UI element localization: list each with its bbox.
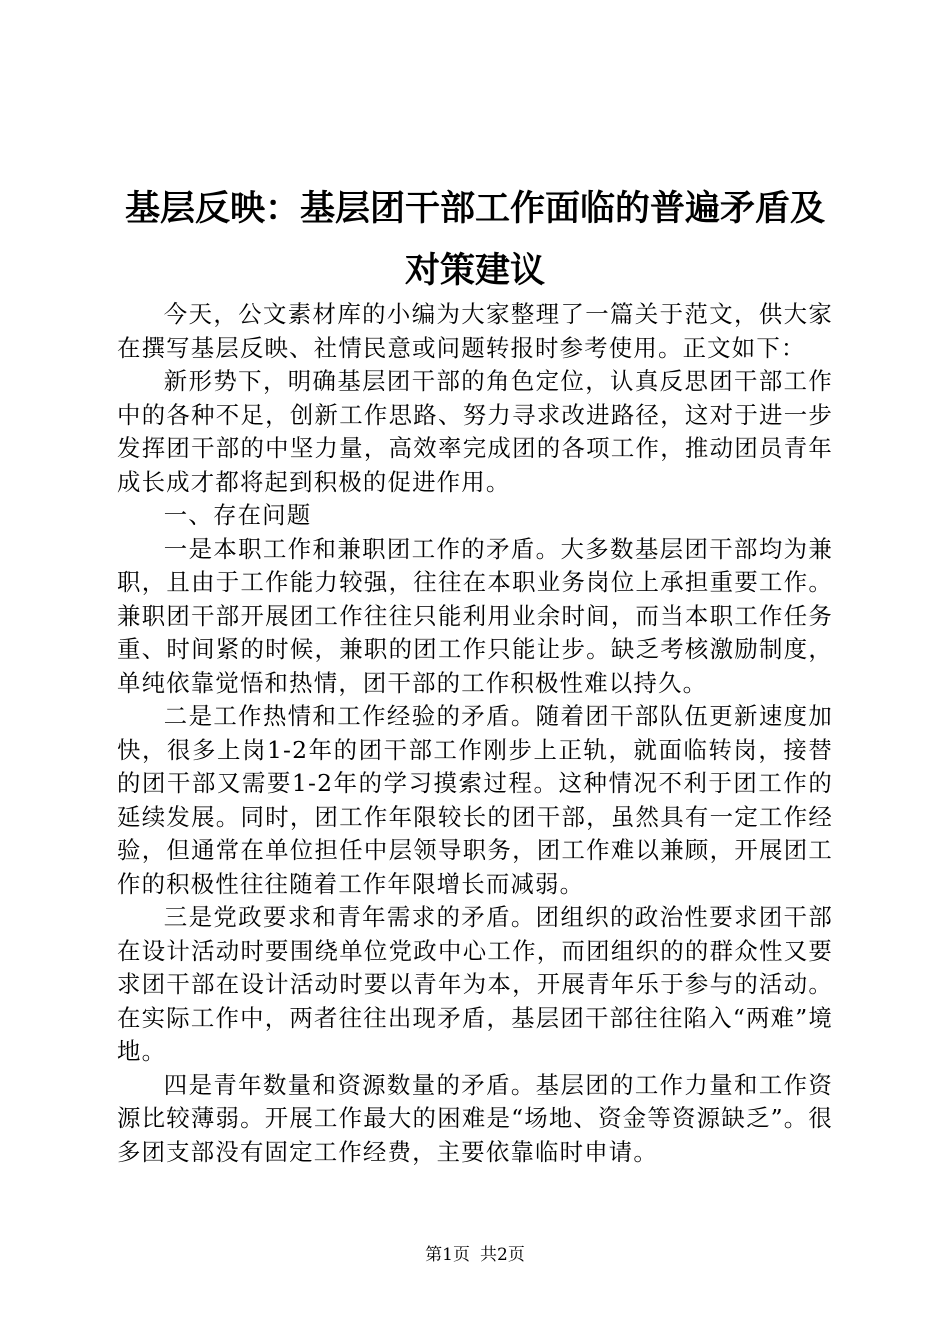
paragraph-issue-3: 三是党政要求和青年需求的矛盾。团组织的政治性要求团干部在设计活动时要围绕单位党政中心工作，而团组织的的群众性又要求团干部在设计活动时要以青年为本，开展青年乐于参与的活动。在实际工作中，两者往往出现矛盾，基层团干部往往陷入“两难”境地。: [117, 903, 833, 1065]
section-heading-problems: 一、存在问题: [163, 501, 312, 529]
paragraph-issue-2: 二是工作热情和工作经验的矛盾。随着团干部队伍更新速度加快，很多上岗1-2年的团干部工作刚步上正轨，就面临转岗，接替的团干部又需要1-2年的学习摸索过程。这种情况不利于团工作的延续发展。同时，团工作年限较长的团干部，虽然具有一定工作经验，但通常在单位担任中层领导职务，团工作难以兼顾，开展团工作的积极性往往随着工作年限增长而减弱。: [117, 702, 833, 898]
page-footer: [0, 1243, 950, 1267]
paragraph-background: 新形势下，明确基层团干部的角色定位，认真反思团干部工作中的各种不足，创新工作思路、努力寻求改进路径，这对于进一步发挥团干部的中坚力量，高效率完成团的各项工作，推动团员青年成长成才都将起到积极的促进作用。: [117, 367, 833, 496]
document-body: [117, 298, 833, 1169]
page-total: 共2页: [480, 1245, 525, 1265]
page-number: 第1页: [425, 1245, 470, 1265]
paragraph-issue-1: 一是本职工作和兼职团工作的矛盾。大多数基层团干部均为兼职，且由于工作能力较强，往往在本职业务岗位上承担重要工作。兼职团干部开展团工作往往只能利用业余时间，而当本职工作任务重、时间紧的时候，兼职的团工作只能让步。缺乏考核激励制度，单纯依靠觉悟和热情，团干部的工作积极性难以持久。: [117, 534, 833, 697]
document-title: 基层反映：基层团干部工作面临的普遍矛盾及对策建议: [124, 189, 825, 291]
paragraph-intro: 今天，公文素材库的小编为大家整理了一篇关于范文，供大家在撰写基层反映、社情民意或问题转报时参考使用。正文如下：: [117, 300, 833, 362]
paragraph-issue-4: 四是青年数量和资源数量的矛盾。基层团的工作力量和工作资源比较薄弱。开展工作最大的困难是“场地、资金等资源缺乏”。很多团支部没有固定工作经费，主要依靠临时申请。: [117, 1070, 833, 1166]
